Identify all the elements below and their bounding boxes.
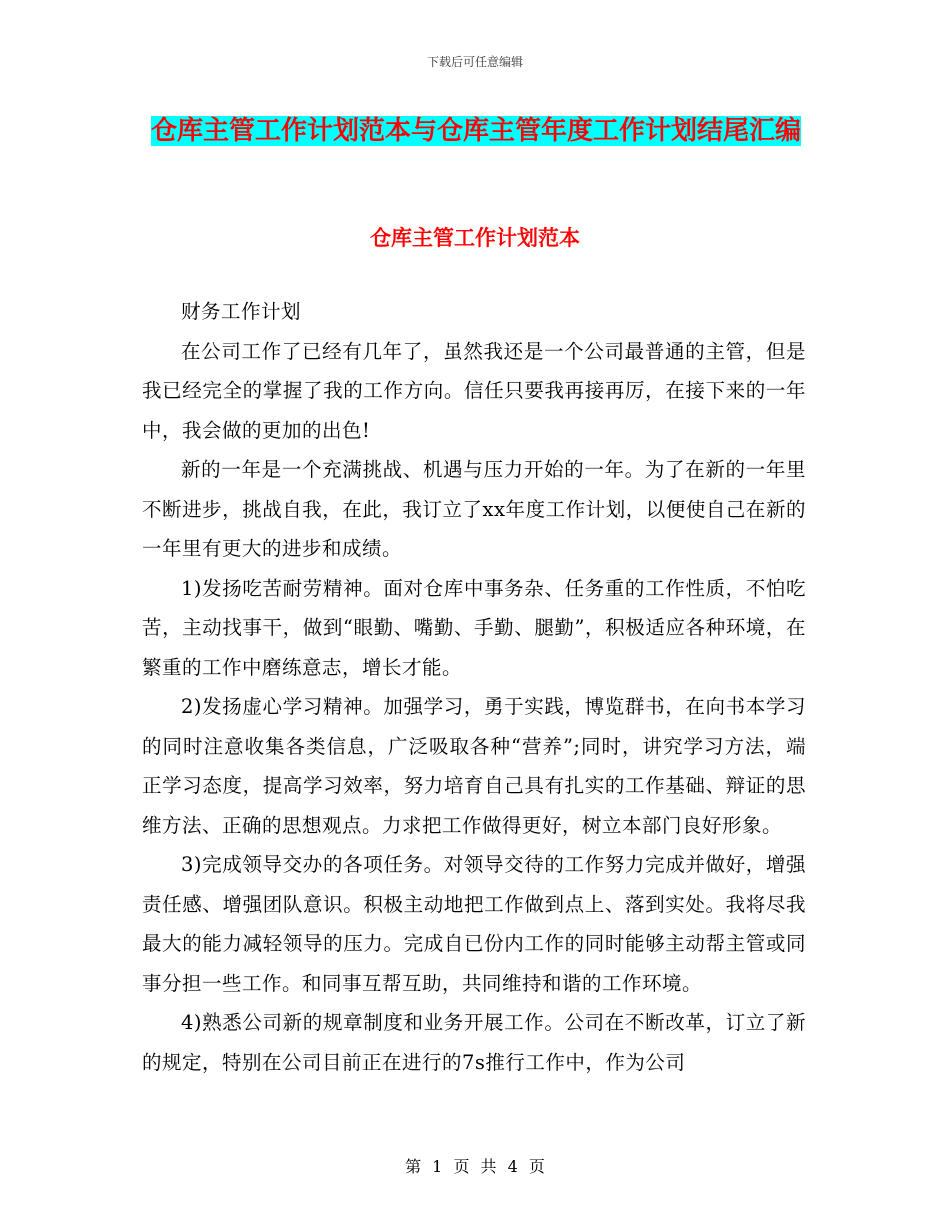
paragraph: 4)熟悉公司新的规章制度和业务开展工作。公司在不断改革，订立了新的规定，特别在公司目前正在进行的7s推行工作中，作为公司 bbox=[142, 1011, 806, 1074]
section-title: 仓库主管工作计划范本 bbox=[370, 226, 580, 250]
page-number-footer: 第 1 页 共 4 页 bbox=[405, 1157, 545, 1176]
paragraph: 2)发扬虚心学习精神。加强学习，勇于实践，博览群书，在向书本学习的同时注意收集各类信息，广泛吸取各种“营养”;同时，讲究学习方法，端正学习态度，提高学习效率，努力培育自己具有扎实的工作基础、辩证的思维方法、正确的思想观点。力求把工作做得更好，树立本部门良好形象。 bbox=[142, 695, 806, 837]
document-title bbox=[140, 108, 812, 154]
document-title-text: 仓库主管工作计划范本与仓库主管年度工作计划结尾汇编 bbox=[150, 116, 801, 146]
paragraph: 在公司工作了已经有几年了，虽然我还是一个公司最普通的主管，但是我已经完全的掌握了我的工作方向。信任只要我再接再厉，在接下来的一年中，我会做的更加的出色! bbox=[142, 339, 806, 442]
header-note: 下载后可任意编辑 bbox=[426, 55, 523, 69]
paragraph-heading: 财务工作计划 bbox=[181, 300, 302, 323]
paragraph: 3)完成领导交办的各项任务。对领导交待的工作努力完成并做好，增强责任感、增强团队意识。积极主动地把工作做到点上、落到实处。我将尽我最大的能力减轻领导的压力。完成自已份内工作的同时能够主动帮主管或同事分担一些工作。和同事互帮互助，共同维持和谐的工作环境。 bbox=[142, 853, 806, 995]
paragraph: 1)发扬吃苦耐劳精神。面对仓库中事务杂、任务重的工作性质，不怕吃苦，主动找事干，做到“眼勤、嘴勤、手勤、腿勤”，积极适应各种环境，在繁重的工作中磨练意志，增长才能。 bbox=[142, 576, 806, 679]
paragraph: 新的一年是一个充满挑战、机遇与压力开始的一年。为了在新的一年里不断进步，挑战自我，在此，我订立了xx年度工作计划，以便使自己在新的一年里有更大的进步和成绩。 bbox=[142, 458, 806, 560]
document-body bbox=[142, 292, 806, 1082]
